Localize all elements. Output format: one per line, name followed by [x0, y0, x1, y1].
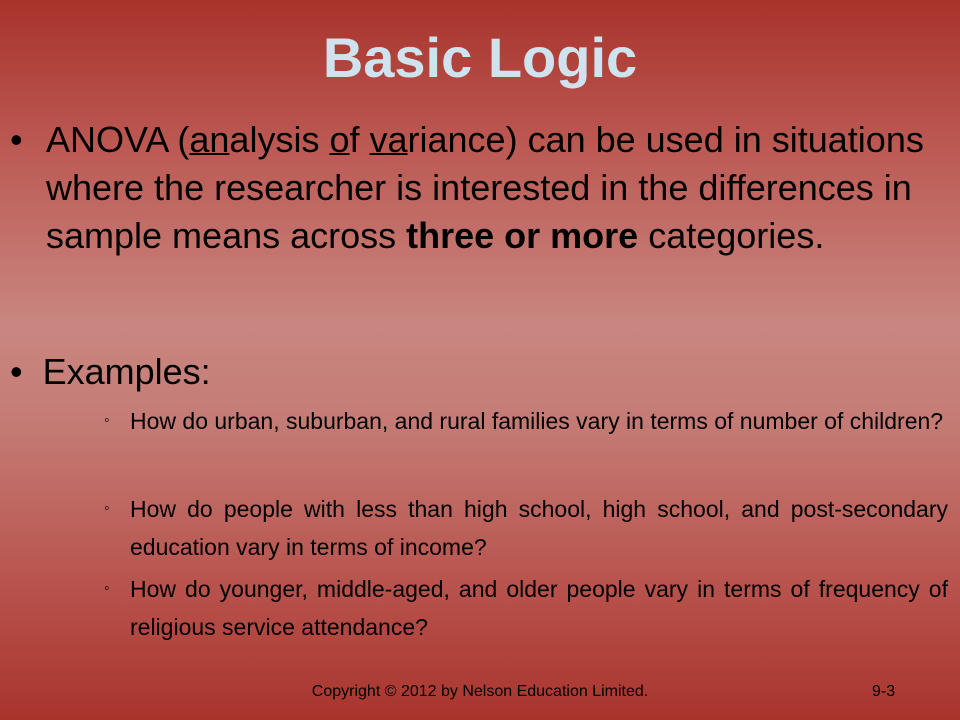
footer-copyright: Copyright © 2012 by Nelson Education Limited.	[311, 683, 649, 700]
sub-bullet-3	[104, 570, 948, 646]
bullet-anova	[10, 116, 940, 260]
sub-bullet-text: How do younger, middle-aged, and older people vary in terms of frequency of religious service attendance?	[130, 576, 948, 640]
text-segment: riance) can be used in situations where the researcher is interested in the differences in sample means across	[46, 119, 924, 256]
text-segment: categories.	[638, 215, 825, 256]
sub-bullet-1	[104, 402, 948, 440]
sub-bullet-text: How do people with less than high school, high school, and post-secondary education vary in terms of income?	[130, 496, 948, 560]
slide-title: Basic Logic	[322, 26, 638, 89]
bullet-dot: •	[10, 351, 23, 392]
underlined-segment: an	[189, 119, 230, 160]
underlined-segment: va	[369, 119, 408, 160]
sub-bullet-marker: ◦	[104, 580, 110, 597]
text-segment: alysis	[229, 119, 330, 160]
sub-bullet-marker: ◦	[104, 412, 110, 429]
page-number: 9-3	[872, 683, 896, 700]
underlined-segment: o	[329, 119, 350, 160]
bullet-examples	[10, 350, 211, 394]
bold-segment: three or more	[406, 215, 639, 256]
text-segment: f	[349, 119, 370, 160]
bullet-anova-text	[46, 116, 940, 260]
bullet-examples-text: Examples:	[42, 351, 211, 392]
sub-bullet-2	[104, 490, 948, 566]
sub-bullet-marker: ◦	[104, 500, 110, 517]
text-segment: ANOVA (	[46, 119, 190, 160]
sub-bullet-text: How do urban, suburban, and rural families vary in terms of number of children?	[130, 408, 944, 434]
bullet-dot: •	[10, 119, 23, 160]
